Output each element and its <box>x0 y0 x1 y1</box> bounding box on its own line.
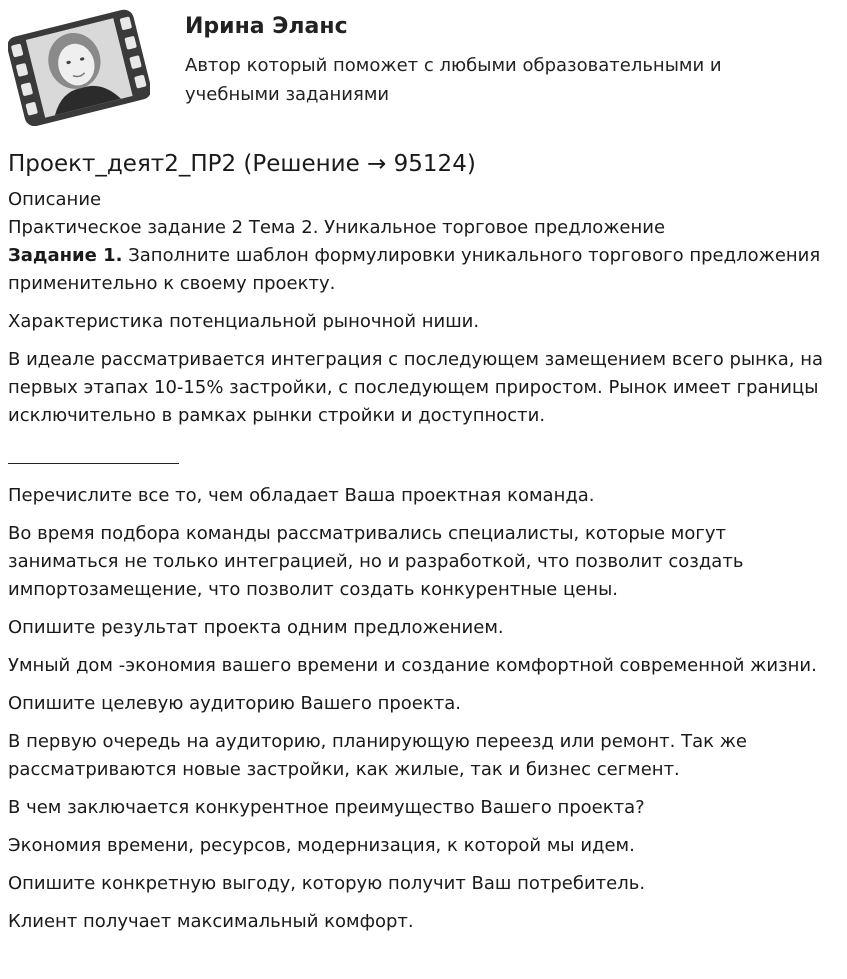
answer-benefit: Клиент получает максимальный комфорт. <box>8 911 414 932</box>
avatar-photo-frame-icon <box>8 8 150 126</box>
task-paragraph <box>8 242 842 298</box>
question-audience: Опишите целевую аудиторию Вашего проекта. <box>8 693 461 714</box>
question-benefit: Опишите конкретную выгоду, которую получит Ваш потребитель. <box>8 873 646 894</box>
author-header <box>8 8 839 128</box>
question-advantage: В чем заключается конкурентное преимущество Вашего проекта? <box>8 797 645 818</box>
divider-line <box>8 463 179 464</box>
question-result: Опишите результат проекта одним предложением. <box>8 617 504 638</box>
answer-audience: В первую очередь на аудиторию, планирующую переезд или ремонт. Так же рассматриваются новые застройки, как жилые, так и бизнес сегмент. <box>8 731 747 780</box>
author-name: Ирина Эланс <box>185 14 348 39</box>
answer-team: Во время подбора команды рассматривались специалисты, которые могут заниматься не только интеграцией, но и разработкой, что позволит создать импортозамещение, что позволит создать конкурентные цены. <box>8 523 744 600</box>
document-title: Проект_деят2_ПР2 (Решение → 95124) <box>8 151 476 177</box>
answer-market-niche: В идеале рассматривается интеграция с последующем замещением всего рынка, на первых этапах 10-15% застройки, с последующем приростом. Рынок имеет границы исключительно в рамках рынки стройки и доступности. <box>8 349 824 426</box>
task-label: Задание 1. <box>8 245 123 266</box>
document-subtitle: Практическое задание 2 Тема 2. Уникальное торговое предложение <box>8 217 666 238</box>
document-body <box>8 146 842 936</box>
answer-result: Умный дом -экономия вашего времени и создание комфортной современной жизни. <box>8 655 817 676</box>
answer-advantage: Экономия времени, ресурсов, модернизация, к которой мы идем. <box>8 835 635 856</box>
author-description: Автор который поможет с любыми образовательными и учебными заданиями <box>185 55 722 105</box>
question-market-niche: Характеристика потенциальной рыночной ниши. <box>8 311 480 332</box>
task-text: Заполните шаблон формулировки уникального торгового предложения применительно к своему проекту. <box>8 245 821 294</box>
description-label: Описание <box>8 189 102 210</box>
question-team: Перечислите все то, чем обладает Ваша проектная команда. <box>8 485 595 506</box>
